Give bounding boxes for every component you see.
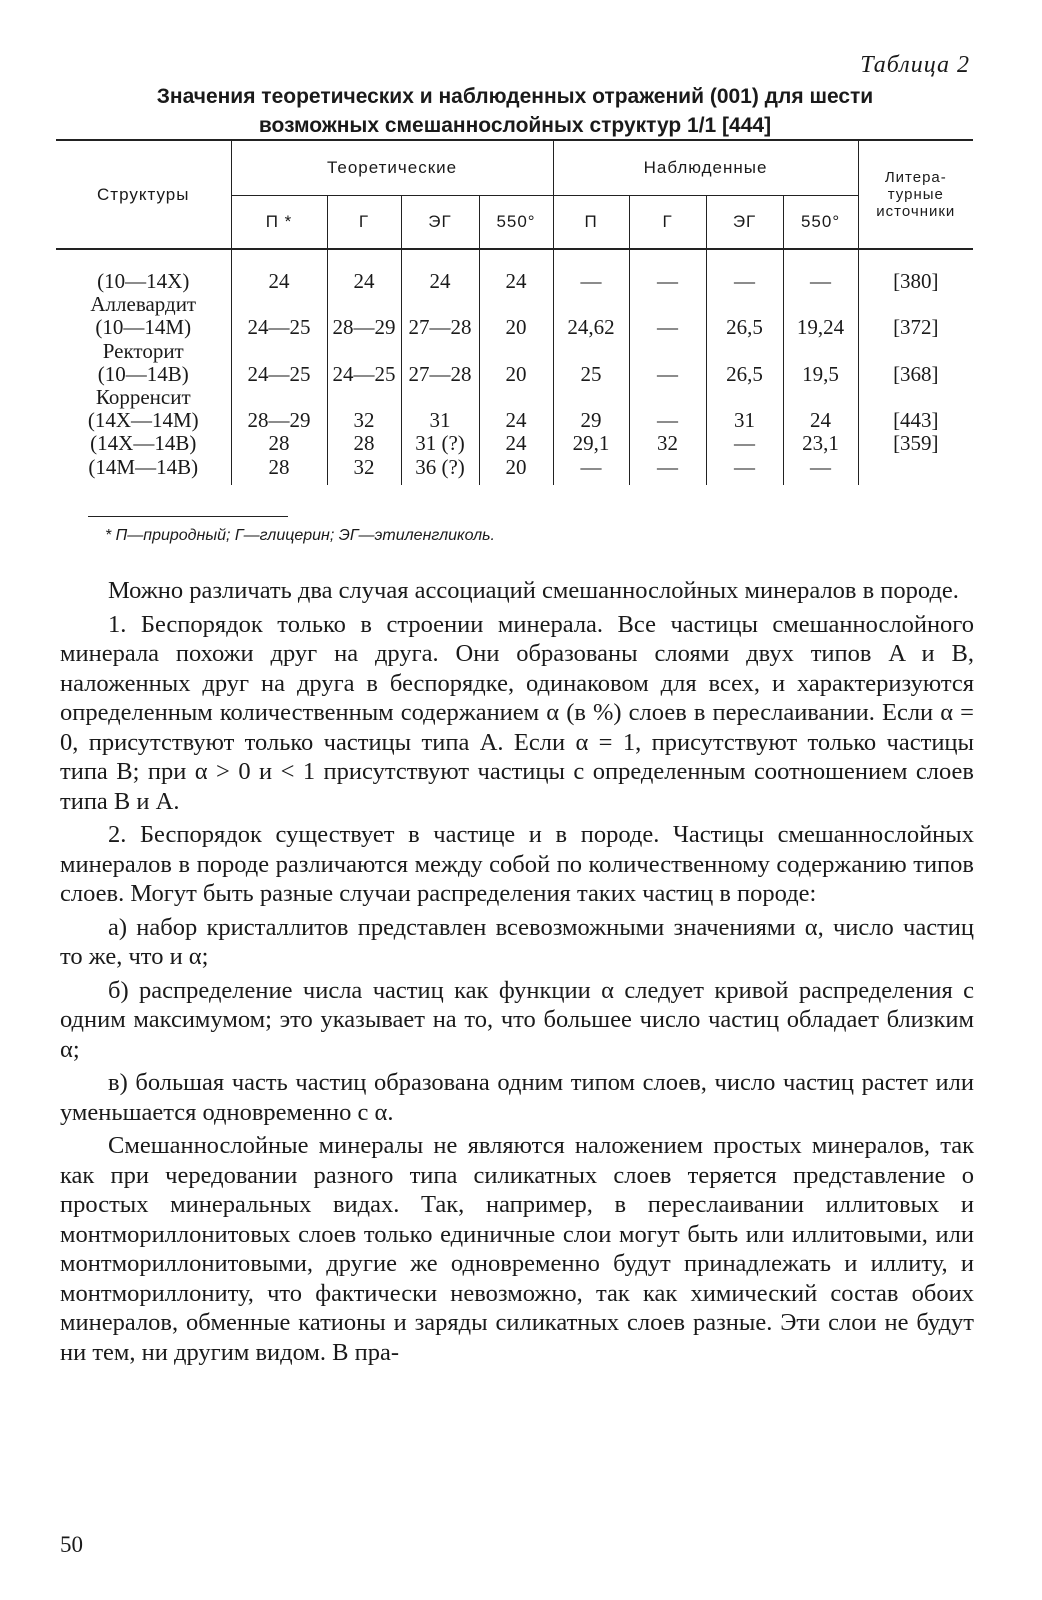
table-cell: — [580, 454, 602, 479]
column-observed-550 [783, 249, 858, 485]
table-cell [859, 340, 974, 363]
table-cell: 27—28 [408, 315, 472, 340]
table-cell [402, 386, 479, 409]
table-cell: — [657, 361, 679, 386]
subheader-cell: П * [231, 196, 327, 250]
subheader-cell: П [553, 196, 629, 250]
column-observed-p [553, 249, 629, 485]
paragraph: а) набор кристаллитов представлен всевозможными значениями α, число частиц то же, что и α; [60, 913, 974, 970]
table-cell: 24 [505, 431, 527, 456]
table-cell: 24 [505, 269, 527, 293]
subheader-cell: Г [629, 196, 706, 250]
paragraph: Смешаннослойные минералы не являются наложением простых минералов, так как при чередовании разного типа силикатных слоев теряется представление о простых минеральных видах. Так, например, в переслаивании иллитовых и монтмориллонитовых слоев только единичные слои могут быть или иллитовыми, или монтмориллонитовыми, другие же одновременно будут принадлежать и иллиту, и монтмориллониту, что фактически невозможно, так как химический состав обоих минералов, обменные катионы и заряды силикатных слоев разные. Эти слои не будут ни тем, ни другим видом. В пра- [60, 1132, 974, 1366]
table-cell: 27—28 [408, 361, 472, 386]
column-theoretical-550 [479, 249, 553, 485]
table-cell [859, 386, 974, 409]
page-number: 50 [60, 1532, 83, 1557]
table-cell: 24 [810, 408, 832, 433]
table-cell: 29 [580, 408, 602, 433]
column-theoretical-p [231, 249, 327, 485]
table-cell [554, 293, 629, 316]
table-cell: 24—25 [247, 315, 311, 340]
paragraph: в) большая часть частиц образована одним типом слоев, число частиц растет или уменьшается одновременно с α. [60, 1069, 974, 1126]
table-cell: 20 [505, 315, 527, 340]
paragraph: 2. Беспорядок существует в частице и в породе. Частицы смешаннослойных минералов в породе различаются между собой по количественному содержанию типов слоев. Могут быть разные случаи распределения таких частиц в породе: [60, 821, 974, 907]
table-cell: 24—25 [332, 361, 396, 386]
body-text [60, 576, 974, 1367]
table-cell: Аллевардит [90, 292, 197, 317]
table-cell [480, 340, 553, 363]
subheader-cell: 550° [783, 196, 858, 250]
table-cell [232, 386, 327, 409]
table-title [100, 82, 930, 140]
header-structures: Структуры [97, 184, 190, 204]
table-cell [554, 386, 629, 409]
table-cell: 23,1 [802, 431, 839, 456]
table-cell [402, 293, 479, 316]
table-cell: 28 [268, 454, 290, 479]
table-cell: (14X—14M) [87, 408, 199, 433]
footnote-divider [88, 516, 288, 517]
subheader-cell: ЭГ [401, 196, 479, 250]
table-cell: 28—29 [247, 408, 311, 433]
column-observed-g [629, 249, 706, 485]
table-cell [707, 293, 783, 316]
table-cell: 24 [429, 269, 451, 293]
table-cell: [368] [893, 361, 939, 386]
table-cell: [372] [893, 315, 939, 340]
paragraph: Можно различать два случая ассоциаций смешаннослойных минералов в породе. [108, 577, 959, 604]
table-cell: — [657, 454, 679, 479]
table-cell: 19,24 [796, 315, 845, 340]
table-cell [784, 293, 858, 316]
subheader-cell: ЭГ [706, 196, 783, 250]
table-cell: — [734, 454, 756, 479]
table-cell: 24,62 [567, 315, 615, 340]
header-theoretical: Теоретические [231, 140, 553, 196]
table-cell: (10—14M) [95, 315, 192, 340]
table-cell [328, 293, 401, 316]
table-cell: (14X—14B) [90, 431, 197, 456]
table-cell [630, 386, 706, 409]
table-cell: 24 [268, 269, 290, 293]
table-cell [402, 340, 479, 363]
header-observed: Наблюденные [553, 140, 858, 196]
table-cell: 26,5 [726, 361, 763, 386]
table-cell: Ректорит [102, 338, 184, 363]
table-cell: — [734, 431, 756, 456]
table-cell: Корренсит [95, 385, 191, 410]
table-cell [232, 340, 327, 363]
table-cell [328, 386, 401, 409]
table-cell: (10—14B) [97, 361, 189, 386]
table-cell [859, 293, 974, 316]
reflections-table [56, 139, 973, 485]
table-cell: — [734, 269, 756, 293]
table-cell: 31 (?) [415, 431, 465, 456]
table-cell [707, 386, 783, 409]
subheader-cell: 550° [479, 196, 553, 250]
table-cell: — [810, 454, 832, 479]
table-cell [480, 293, 553, 316]
table-cell [859, 456, 974, 479]
table-cell: 32 [353, 408, 375, 433]
table-cell [784, 340, 858, 363]
table-cell: [380] [893, 269, 939, 293]
table-cell: — [657, 408, 679, 433]
table-cell: 24 [505, 408, 527, 433]
table-cell: 25 [580, 361, 602, 386]
table-cell: (14M—14B) [88, 454, 199, 479]
header-sources: Литера-турные источники [858, 140, 973, 249]
table-cell: 29,1 [572, 431, 610, 456]
paragraph: б) распределение числа частиц как функции α следует кривой распределения с одним максимумом; это указывает на то, что большее число частиц обладает близким α; [60, 976, 974, 1063]
column-sources [858, 249, 973, 485]
table-cell: 31 [734, 408, 756, 433]
table-cell [630, 340, 706, 363]
column-theoretical-g [327, 249, 401, 485]
column-structures [56, 249, 231, 485]
table-cell: 28 [353, 431, 375, 456]
table-cell: 24 [353, 269, 375, 293]
table-cell: 26,5 [726, 315, 763, 340]
table-title-line: возможных смешаннослойных структур 1/1 [444] [258, 114, 772, 137]
table-cell [232, 293, 327, 316]
table-cell [480, 386, 553, 409]
table-cell [328, 340, 401, 363]
table-cell: [359] [893, 431, 939, 456]
table-title-line: Значения теоретических и наблюденных отражений (001) для шести [156, 85, 874, 108]
table-cell [554, 340, 629, 363]
table-cell: 19,5 [802, 361, 839, 386]
table-cell: 28—29 [332, 315, 396, 340]
subheader-cell: Г [327, 196, 401, 250]
table-cell: 28 [268, 431, 290, 456]
table-cell: — [580, 269, 602, 293]
table-cell: 32 [353, 454, 375, 479]
table-cell: (10—14X) [97, 269, 190, 293]
table-cell [707, 340, 783, 363]
table-cell: 31 [429, 408, 451, 433]
table-footnote: * П—природный; Г—глицерин; ЭГ—этиленгликоль. [105, 527, 495, 544]
table-cell: — [657, 315, 679, 340]
table-cell: 36 (?) [415, 454, 465, 479]
table-cell: 24—25 [247, 361, 311, 386]
table-cell: 20 [505, 454, 527, 479]
table-cell: — [657, 269, 679, 293]
table-cell [630, 293, 706, 316]
table-cell: 20 [505, 361, 527, 386]
column-observed-eg [706, 249, 783, 485]
table-cell: 32 [657, 431, 679, 456]
table-caption: Таблица 2 [860, 52, 970, 78]
table-cell [784, 386, 858, 409]
table-cell: — [810, 269, 832, 293]
table-cell: [443] [893, 408, 939, 433]
column-theoretical-eg [401, 249, 479, 485]
paragraph: 1. Беспорядок только в строении минерала. Все частицы смешаннослойного минерала похожи друг на друга. Они образованы слоями двух типов A и B, наложенных друг на друга в беспорядке, одинаковом для всех, и характеризуются определенным количественным содержанием α (в %) слоев в переслаивании. Если α = 0, присутствуют только частицы типа A. Если α = 1, присутствуют только частицы типа B; при α > 0 и < 1 присутствуют частицы с определенным соотношением слоев типа B и A. [60, 610, 974, 815]
